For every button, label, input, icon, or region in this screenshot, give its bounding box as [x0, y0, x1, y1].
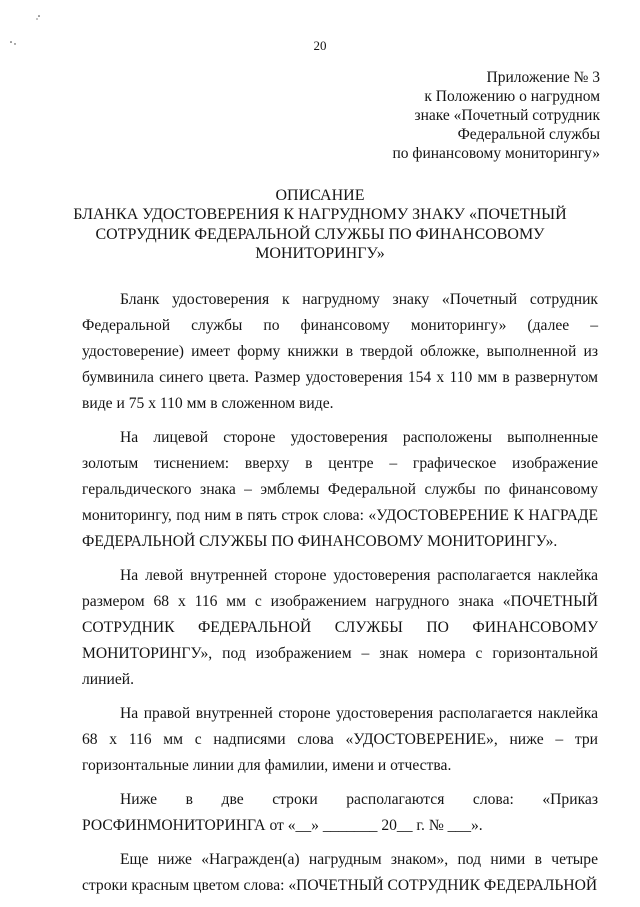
appendix-line: по финансовому мониторингу» [392, 145, 600, 162]
title-line: МОНИТОРИНГУ» [255, 244, 385, 262]
paragraph: Еще ниже «Награжден(а) нагрудным знаком», под ними в четыре строки красным цветом слова: «ПОЧЕТНЫЙ СОТРУДНИК ФЕДЕРАЛЬНОЙ [82, 851, 598, 894]
paragraph: На правой внутренней стороне удостоверения располагается наклейка 68 х 116 мм с надписями слова «УДОСТОВЕРЕНИЕ», ниже – три горизонтальные линии для фамилии, имени и отчества. [82, 705, 598, 774]
paragraph: Бланк удостоверения к нагрудному знаку «Почетный сотрудник Федеральной службы по финансовому мониторингу» (далее – удостоверение) имеет форму книжки в твердой обложке, выполненной из бумвинила синего цвета. Размер удостоверения 154 х 110 мм в развернутом виде и 75 х 110 мм в сложенном виде. [82, 291, 598, 412]
document-title [60, 186, 580, 263]
appendix-line: Федеральной службы [457, 126, 600, 143]
appendix-line: к Положению о нагрудном [424, 88, 600, 105]
title-line: ОПИСАНИЕ [275, 187, 365, 204]
page-number: 20 [313, 38, 327, 53]
title-line: БЛАНКА УДОСТОВЕРЕНИЯ К НАГРУДНОМУ ЗНАКУ «ПОЧЕТНЫЙ [73, 206, 567, 224]
paragraph: На левой внутренней стороне удостоверения располагается наклейка размером 68 х 116 мм с изображением нагрудного знака «ПОЧЕТНЫЙ СОТРУДНИК ФЕДЕРАЛЬНОЙ СЛУЖБЫ ПО ФИНАНСОВОМУ МОНИТОРИНГУ», под изображением – знак номера с горизонтальной линией. [82, 567, 598, 688]
paragraph: Ниже в две строки располагаются слова: «Приказ РОСФИНМОНИТОРИНГА от «__» _______ 20__ г. № ___». [82, 791, 598, 834]
paragraph: На лицевой стороне удостоверения расположены выполненные золотым тиснением: вверху в центре – графическое изображение геральдического знака – эмблемы Федеральной службы по финансовому мониторингу, под ним в пять строк слова: «УДОСТОВЕРЕНИЕ К НАГРАДЕ ФЕДЕРАЛЬНОЙ СЛУЖБЫ ПО ФИНАНСОВОМУ МОНИТОРИНГУ». [82, 429, 598, 550]
title-line: СОТРУДНИК ФЕДЕРАЛЬНОЙ СЛУЖБЫ ПО ФИНАНСОВОМУ [95, 225, 545, 243]
appendix-heading [392, 68, 600, 163]
document-body [82, 287, 598, 907]
appendix-line: Приложение № 3 [486, 69, 600, 86]
appendix-line: знаке «Почетный сотрудник [414, 107, 600, 124]
